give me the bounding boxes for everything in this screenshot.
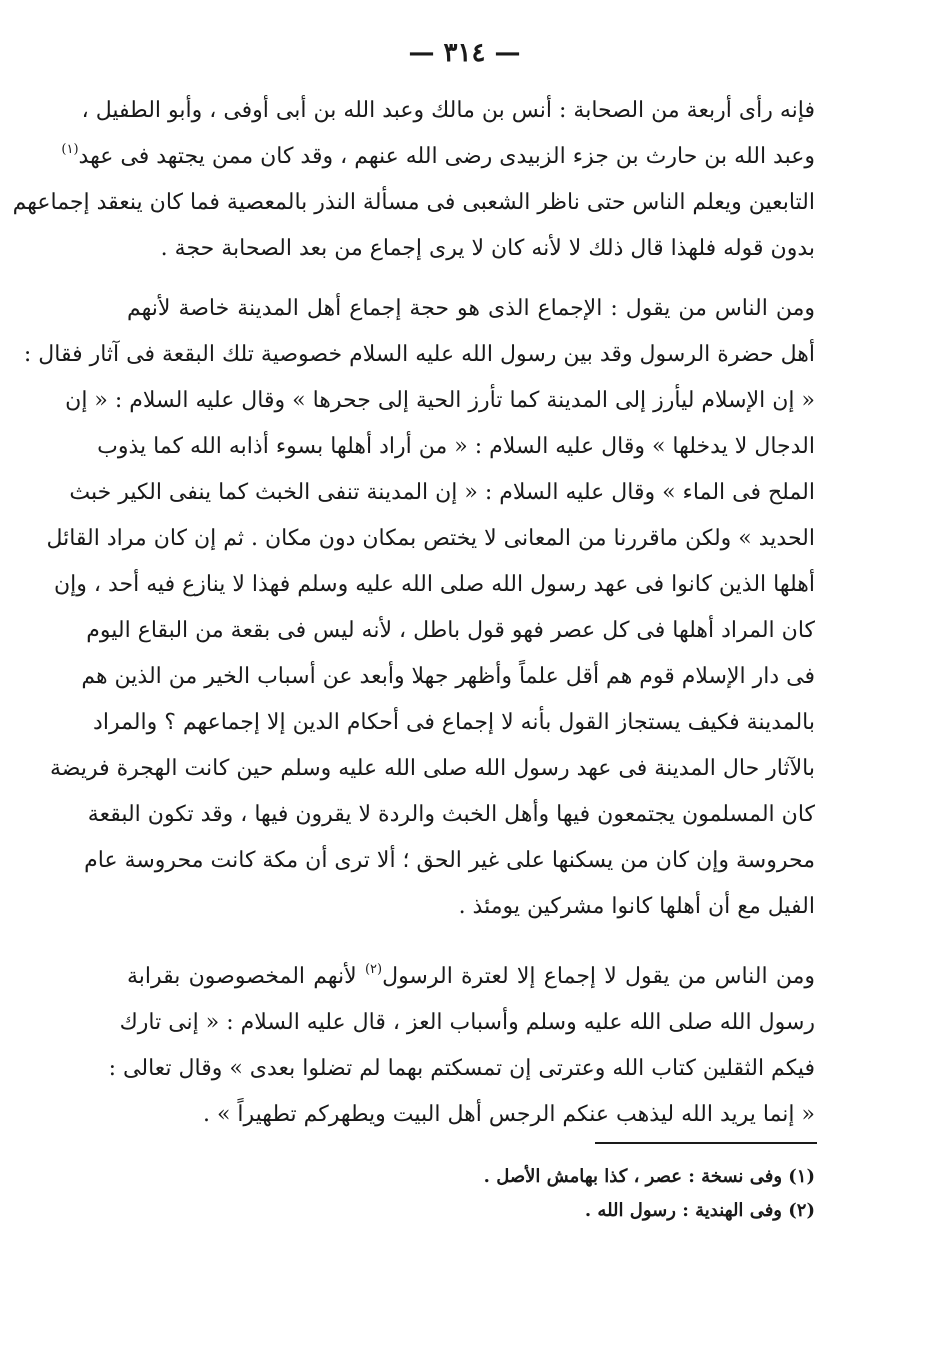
footnote-2: (٢) وفى الهندية : رسول الله .	[584, 1200, 815, 1221]
text-line: كان المسلمون يجتمعون فيها وأهل الخبث والردة لا يقرون فيها ، وقد تكون البقعة	[87, 802, 815, 827]
text-line: محروسة وإن كان من يسكنها على غير الحق ؛ ألا ترى أن مكة كانت محروسة عام	[84, 848, 815, 873]
text-line-start: ومن الناس من يقول لا إجماع إلا لعترة الرسول	[382, 964, 816, 989]
page-number: — ٣١٤ —	[408, 38, 521, 68]
text-line: فى دار الإسلام قوم هم أقل علماً وأظهر جهلا وأبعد عن أسباب الخير من الذين هم	[81, 664, 815, 689]
paragraph-2	[23, 286, 815, 930]
text-line: الحديد » ولكن ماقررنا من المعانى لا يختص بمكان دون مكان . ثم إن كان مراد القائل	[46, 526, 815, 551]
text-line: ومن الناس من يقول : الإجماع الذى هو حجة إجماع أهل المدينة خاصة لأنهم	[127, 296, 815, 321]
text-line: بالمدينة فكيف يستجاز القول بأنه لا إجماع فى أحكام الدين إلا إجماعهم ؟ والمراد	[93, 710, 815, 735]
footnote-ref-1: (١)	[61, 142, 79, 157]
text-line: التابعين ويعلم الناس حتى ناظر الشعبى فى مسألة النذر بالمعصية فما كان ينعقد إجماعهم	[12, 190, 815, 215]
paragraph-1	[12, 88, 815, 272]
text-line: الملح فى الماء » وقال عليه السلام : « إن المدينة تنفى الخبث كما ينفى الكير خبث	[69, 480, 815, 505]
text-line: فإنه رأى أربعة من الصحابة : أنس بن مالك وعبد الله بن أبى أوفى ، وأبو الطفيل ،	[81, 98, 815, 123]
footnote-ref-2: (٢)	[364, 962, 383, 977]
text-line: « إن الإسلام ليأرز إلى المدينة كما تأرز الحية إلى جحرها » وقال عليه السلام : « إن	[65, 388, 815, 413]
text-line: أهلها الذين كانوا فى عهد رسول الله صلى الله عليه وسلم فهذا لا ينازع فيه أحد ، وإن	[53, 572, 815, 597]
text-line	[127, 954, 815, 1000]
text-line: الفيل مع أن أهلها كانوا مشركين يومئذ .	[458, 894, 815, 919]
text-line: « إنما يريد الله ليذهب عنكم الرجس أهل البيت ويطهركم تطهيراً » .	[202, 1102, 815, 1127]
text-line: بالآثار حال المدينة فى عهد رسول الله صلى الله عليه وسلم حين كانت الهجرة فريضة	[49, 756, 815, 781]
text-line: رسول الله صلى الله عليه وسلم وأسباب العز ، قال عليه السلام : « إنى تارك	[119, 1010, 815, 1035]
text-line-content: وعبد الله بن حارث بن جزء الزبيدى رضى الله عنهم ، وقد كان ممن يجتهد فى عهد	[78, 144, 815, 169]
text-line: الدجال لا يدخلها » وقال عليه السلام : « من أراد أهلها بسوء أذابه الله كما يذوب	[97, 434, 815, 459]
text-line: أهل حضرة الرسول وقد بين رسول الله عليه السلام خصوصية تلك البقعة فى آثار فقال :	[23, 342, 815, 367]
text-line: فيكم الثقلين كتاب الله وعترتى إن تمسكتم بهما لم تضلوا بعدى » وقال تعالى :	[108, 1056, 815, 1081]
text-line-end: لأنهم المخصوصون بقرابة	[127, 964, 365, 989]
footnote-1: (١) وفى نسخة : عصر ، كذا بهامش الأصل .	[483, 1166, 815, 1187]
text-line: كان المراد أهلها فى كل عصر فهو قول باطل ، لأنه ليس فى بقعة من البقاع اليوم	[86, 618, 815, 643]
footnotes	[300, 1160, 815, 1228]
footnote-divider	[595, 1142, 817, 1144]
paragraph-3	[108, 954, 816, 1138]
text-line: بدون قوله فلهذا قال ذلك لا لأنه كان لا يرى إجماع من بعد الصحابة حجة .	[160, 236, 815, 261]
text-line	[61, 134, 815, 180]
